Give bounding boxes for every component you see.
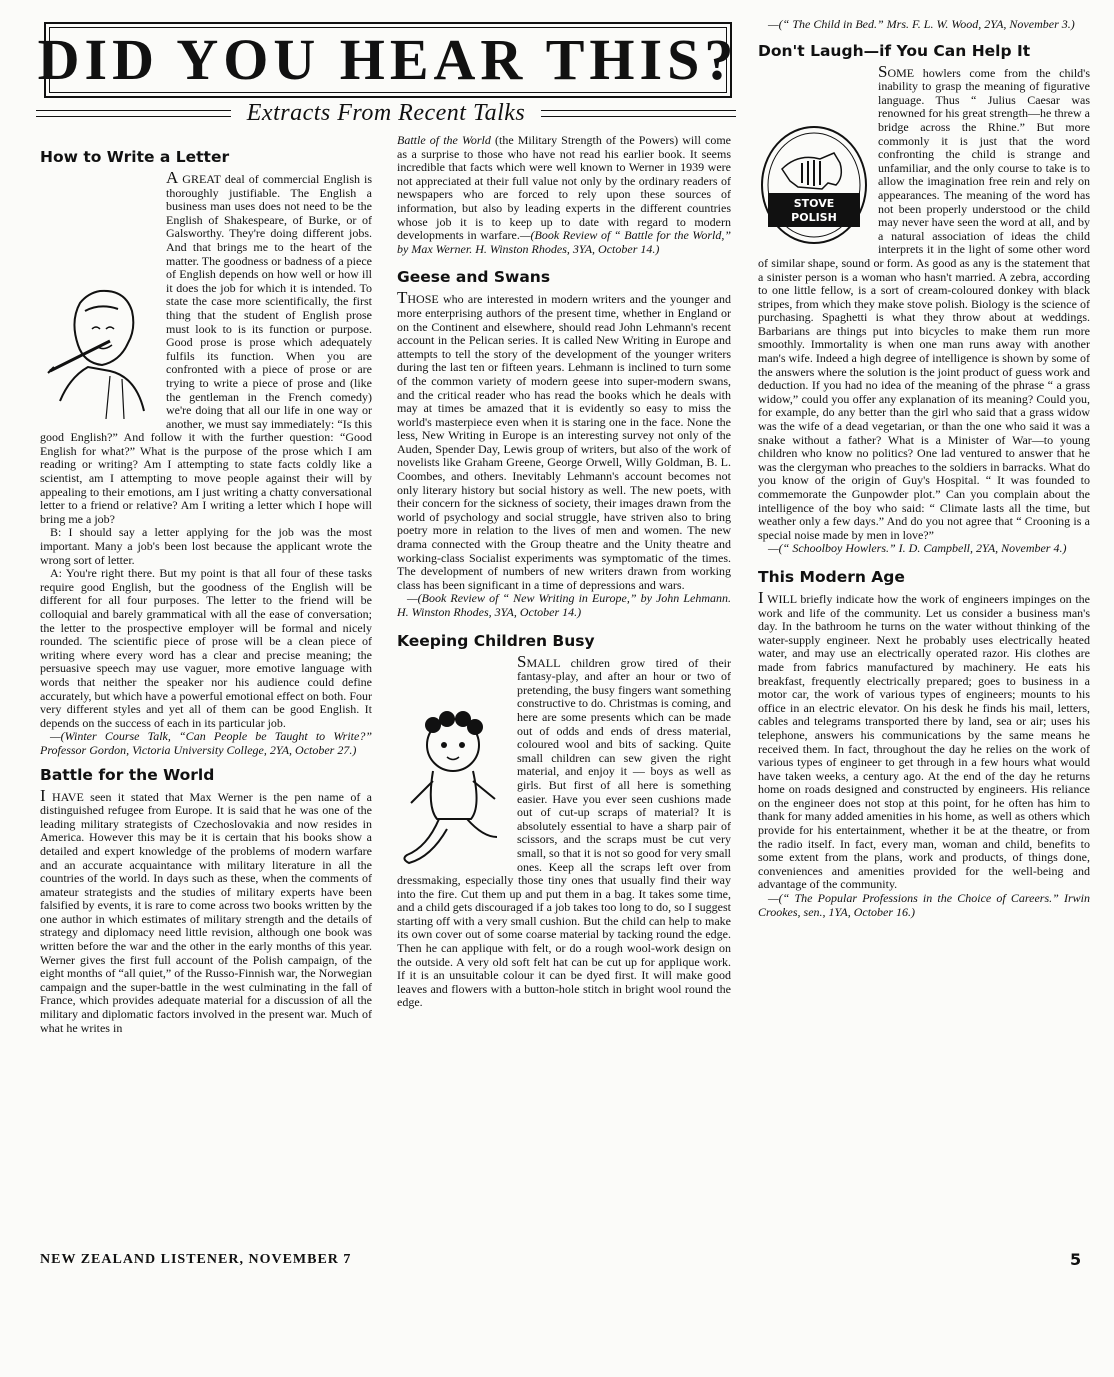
subtitle-row xyxy=(36,98,736,128)
column-1 xyxy=(40,140,372,1035)
battle-continued-title: Battle of the World xyxy=(397,133,491,147)
column-2 xyxy=(397,134,731,1010)
children-source: —(“ The Child in Bed.” Mrs. F. L. W. Wood, 2YA, November 3.) xyxy=(768,17,1075,31)
right-rule xyxy=(541,110,736,117)
page-subtitle: Extracts From Recent Talks xyxy=(246,99,526,126)
letter-paragraph-1: A GREAT deal of commercial English is thoroughly justifiable. The English a business man uses does not need to be the English of Shakespeare, of Burke, or of Galsworthy. They're doing different jobs. And that brings me to the heart of the matter. The goodness or badness of a piece of English depends on how well or how ill it does the job for which it is intended. To state the case more scientifically, the first thing that the student of English prose must look to is its function or purpose. Good prose is prose which adequately fulfils its function. When you are confronted with a piece of prose or are trying to write a piece of prose and (like the gentleman in the French comedy) we're doing that all our life in one way or another, we must say immediately: “Is this good English?” And follow it with the further question: “Good English for what?” What is the purpose of the prose which I am reading or writing? Am I attempting to state facts coldly like a scientist, am I attempting to move people against their will by appealing to their emotions, am I just writing a chatty conversational letter to a friend or relative? Am I writing a letter which I hope will bring me a job? xyxy=(40,168,372,526)
geese-source: —(Book Review of “ New Writing in Europe,” by John Lehmann. H. Winston Rhodes, 3YA, October 14.) xyxy=(397,591,731,619)
geese-paragraph-1: THOSE who are interested in modern writers and the younger and more enterprising authors of the present time, whether in England or on the Continent and elsewhere, should read John Lehmann's recent account in the Pelican series. It is called New Writing in Europe and attempts to tell the story of the development of the younger writers during the last ten or fifteen years. Lehmann is inclined to turn some of the common variety of modern geese into super-modern swans, and the critical reader who has read the books which he deals with may at times be amazed that it is evidently so easy to miss the world's masterpiece even when it is staring one in the face. None the less, New Writing in Europe is an interesting survey not only of the Auden, Spender Day, Lewis group of writers, but also of the work of novelists like Graham Greene, George Orwell, Willy Goldman, B. L. Coombes, and others. Inevitably Lehmann's account becomes not only literary history but social history as well. The new poets, with their concern for the sickness of society, their images drawn from the world of psychology and social struggle, have striven also to bring poetry more in relation to the lives of men and women. The new drama connected with the Group theatre and the Unity theatre and working-class Socialist experiments was symptomatic of the times. The development of numbers of new writers drawn from working class has been significant in a time of depressions and wars. xyxy=(397,288,731,592)
laugh-source: —(“ Schoolboy Howlers.” I. D. Campbell, 2YA, November 4.) xyxy=(768,541,1067,556)
letter-paragraph-2: B: I should say a letter applying for the job was the most important. Many a job's been lost because the applicant wrote the wrong sort of letter. xyxy=(40,525,372,567)
letter-source: —(Winter Course Talk, “Can People be Taught to Write?” Professor Gordon, Victoria University College, 2YA, October 27.) xyxy=(40,729,372,757)
children-paragraph-1: SMALL children grow tired of their fantasy-play, and after an hour or two of pretending, the busy fingers want something constructive to do. Christmas is coming, and here are some presents which can be made out of odds and ends of dress material, coloured wool and bits of sacking. Quite small children can sew given the right material, and enjoy it — boys as well as girls. But first of all here is something easier. Have you ever seen cushions made out of cut-up scraps of material? It is absolutely essential to have a sharp pair of scissors, and the scraps must be cut very small, so that it is not so good for very small ones. Keep all the scraps left over from dressmaking, especially those tiny ones that usually find their way into the fire. Cut them up and put them in a bag. It takes some time, and a child gets discouraged if a job takes too long to do, so I suggest starting off with a very small cushion. But the child can help to make its own cover out of some coarse material by tacking round the edge. Then he can applique with felt, or do a rough wool-work design on the outside. A very old soft felt hat can be cut up for applique work. If it is an unsuitable colour it can be dyed first. It will make good leaves and flowers with a button-hole stitch in bright wool round the edge. xyxy=(397,651,731,1010)
battle-paragraph-1: I HAVE seen it stated that Max Werner is the pen name of a distinguished refugee from Europe. It is said that he was one of the leading military strategists of Czechoslovakia and now resides in America. However this may be it is certain that his books show a detailed and expert knowledge of the problems of modern warfare and an accurate acquaintance with military literature in all the countries of the world. In days such as these, when the comments of amateur strategists and the studies of military experts have been falsified by events, it is rare to come across two books written by the one author in which estimates of military strength and the details of strategy and diplomacy need little revision, although one book was written before the war and the other in the early months of this year. Werner gives the first full account of the Polish campaign, of the eight months of “all quiet,” of the Russo-Finnish war, the Norwegian campaign and the super-battle in the west culminating in the fall of France, which provides adequate material for a discussion of all the military and diplomatic factors involved in the present war. Much of what he writes in xyxy=(40,785,372,1035)
column-3 xyxy=(758,18,1090,919)
tin-label-stove: STOVE xyxy=(793,196,835,210)
heading-modern: This Modern Age xyxy=(758,567,905,586)
battle-continued-text: (the Military Strength of the Powers) will come as a surprise to those who have not read his earlier book. It seems incredible that facts which were well known to Werner in 1939 were not appreciated at their full value not only by the ordinary readers of newspapers who are forced to rely upon these sources of information, but also by leading experts in the different countries whose job it is to keep up to date with regard to modern developments in warfare. xyxy=(397,133,731,243)
heading-geese: Geese and Swans xyxy=(397,268,551,287)
stove-polish-tin-illustration xyxy=(758,123,870,247)
left-rule xyxy=(36,110,231,117)
heading-battle: Battle for the World xyxy=(40,765,215,784)
modern-source: —(“ The Popular Professions in the Choice of Careers.” Irwin Crookes, sen., 1YA, October 16.) xyxy=(758,891,1090,919)
laugh-paragraph-1: SOME howlers come from the child's inability to grasp the meaning of figurative language. Thus “ Julius Caesar was renowned for his great strength—he threw a bridge across the Rhine.” But more commonly it is just that the word confronting the child is strange and unfamiliar, and the only course to take is to allow the imagination free rein and rely on appearances. The meaning of the word has not been properly understood or the child may never have seen the word at all, and by a natural association of ideas the child interprets it in the light of some other word of similar shape, sound or form. As good as any is the statement that a sinister person is a woman who hasn't married. A zebra, according to one little fellow, is a sort of cream-coloured donkey with black stripes, from which they make stove polish. Biology is the science of purchasing. Spaghetti is what they throw about at weddings. Barbarians are things put into bicycles to make them run more smoothly. Immortality is when one man runs away with another man's wife. Indeed a high degree of intelligence is shown by some of the answers where the solution is the joint product of guess work and deduction. If you had no idea of the meaning of the phrase “ a grass widow,” could you offer any explanation of its meaning? Could you, for example, do any better than the girl who said that a grass widow was the wife of a dead vegetarian, or than the one who said it was a snake without a father? What is a Minister of War—to young children who know no politics? One lad ventured to answer that he was the clergyman who preaches to the soldiers in barracks. What do you know of the origin of Guy's Hospital. “ It was founded to commemorate the Gunpowder plot.” Can you complain about the intelligence of the boy who said: “ Climate lasts all the time, but weather only a few days.” And do you not agree that “ Crooning is a special noise made by men in love?” xyxy=(758,61,1090,542)
page-title: DID YOU HEAR THIS? xyxy=(37,27,739,92)
heading-laugh: Don't Laugh—if You Can Help It xyxy=(758,41,1031,60)
page-number: 5 xyxy=(1070,1250,1082,1269)
heading-letter: How to Write a Letter xyxy=(40,148,230,166)
letter-paragraph-3: A: You're right there. But my point is that all four of these tasks require good English, but the goodness of the English will be different for all four purposes. The letter to the friend will be colloquial and barely grammatical with all the ease of conversation; the letter to the prospective employer will be formal and nicely rounded. The scientific piece of prose will be a clean piece of writing where every word has a clear and precise meaning; the persuasive speech may use vaguer, more emotive language with words that neither the speaker nor his audience could define accurately, but which have a powerful emotional effect on both. Four very different styles and yet all of them can be good English. It depends on the success of each in its particular job. xyxy=(40,566,372,730)
title-banner xyxy=(37,22,739,98)
heading-children: Keeping Children Busy xyxy=(397,631,595,650)
battle-continued xyxy=(397,134,731,256)
child-doll-illustration xyxy=(397,707,509,867)
writer-illustration xyxy=(40,281,160,421)
publication-footer: NEW ZEALAND LISTENER, NOVEMBER 7 xyxy=(40,1252,352,1267)
tin-label-polish: POLISH xyxy=(791,210,837,224)
battle-source: —(Book Review of “ Battle for the World,” by Max Werner. H. Winston Rhodes, 3YA, October 14.) xyxy=(397,228,731,256)
modern-paragraph-1: I WILL briefly indicate how the work of engineers impinges on the work and life of the community. Let us consider a business man's day. In the bathroom he turns on the water without thinking of the water-supply engineer. Next he probably uses electrically heated water, and may use an electrically operated razor. His clothes are made from fabrics manufactured by machinery. He eats his breakfast, frequently electrically prepared; goes to business in a motor car, the work of various types of engineers; mounts to his office in an electric elevator. On his desk he finds his mail, letters, cables and telegrams transported there by land, sea or air; uses his telephone, answers his communications by the same means he received them. In fact, throughout the day he relies on the work of various types of engineer to get through in a few hours what would have taken weeks, a century ago. At the end of the day he returns home on roads designed and constructed by engineers. His reliance on the engineer does not stop at this point, for he often has him to thank for many added amenities in his home, as well as others which provide for his entertainment, whether it be at the theatre, or from the radio itself. In fact, every man, woman and child, benefits to some extent from the plans, work and products, of things done, conveniences and amenities provided for the well-being and advantage of the community. xyxy=(758,587,1090,892)
